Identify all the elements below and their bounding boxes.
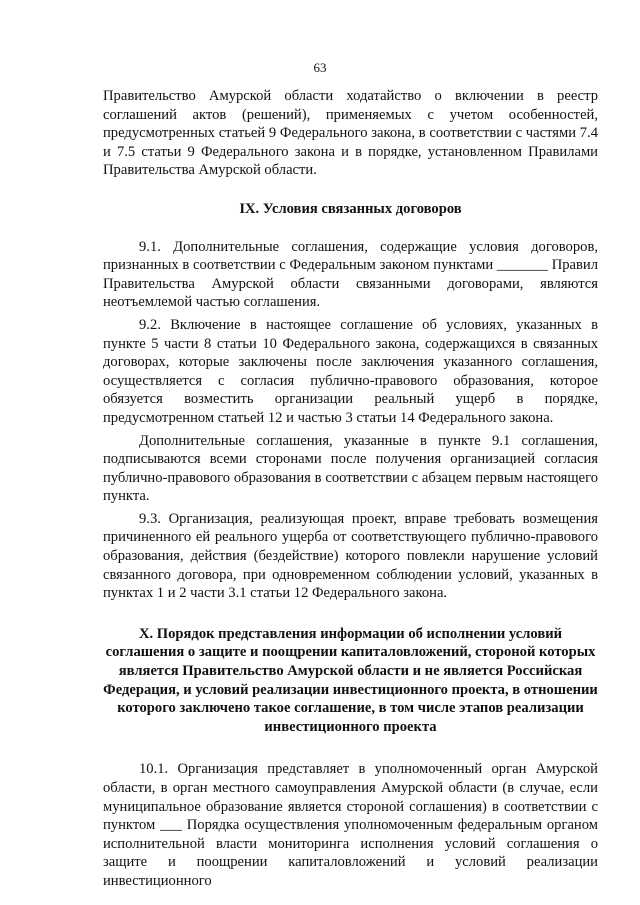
paragraph-continuation: Правительство Амурской области ходатайство о включении в реестр соглашений актов (решений), применяемых с учетом особенностей, предусмотренных статьей 9 Федерального закона, в соответствии с частями 7.4 и 7.5 статьи 9 Федерального закона и в порядке, установленном Правилами Правительства Амурской области. — [103, 88, 598, 179]
paragraph-9-3: 9.3. Организация, реализующая проект, вправе требовать возмещения причиненного ей реального ущерба от соответствующего публично-правового образования, действия (бездействие) которого повлекли нарушение условий связанного договора, при одновременном соблюдении условий, указанных в пунктах 1 и 2 части 3.1 статьи 12 Федерального закона. — [103, 510, 598, 602]
section-9-title: IX. Условия связанных договоров — [239, 200, 462, 217]
paragraph-9-2: 9.2. Включение в настоящее соглашение об условиях, указанных в пункте 5 части 8 статьи 10 Федерального закона, содержащихся в связанных договорах, которые заключены после заключения указанного соглашения, осуществляется с согласия публично-правового образования, которое обязуется возместить организации реальный ущерб в порядке, предусмотренном статьей 12 и частью 3 статьи 14 Федерального закона. — [103, 316, 598, 426]
paragraph-10-1: 10.1. Организация представляет в уполномоченный орган Амурской области, в орган местного самоуправления Амурской области (в случае, если муниципальное образование является стороной соглашения) в соответствии с пунктом ___ Порядка осуществления уполномоченным федеральным органом исполнительной власти мониторинга исполнения условий соглашения о защите и поощрении капиталовложений и условий реализации инвестиционного — [103, 761, 598, 889]
section-10-title: X. Порядок представления информации об исполнении условий соглашения о защите и поощрении капиталовложений, стороной которых является Правительство Амурской области и не является Российская Федерация, и условий реализации инвестиционного проекта, в отношении которого заключено такое соглашение, в том числе этапов реализации инвестиционного проекта — [103, 625, 598, 735]
paragraph-9-2-second: Дополнительные соглашения, указанные в пункте 9.1 соглашения, подписываются всеми сторонами после получения организацией согласия публично-правового образования в соответствии с абзацем первым настоящего пункта. — [103, 432, 598, 505]
page-number: 63 — [313, 60, 327, 75]
paragraph-9-1: 9.1. Дополнительные соглашения, содержащие условия договоров, признанных в соответствии с Федеральным законом пунктами _______ Правил Правительства Амурской области связанными договорами, являются неотъемлемой частью соглашения. — [103, 238, 598, 311]
document-body — [103, 87, 598, 891]
